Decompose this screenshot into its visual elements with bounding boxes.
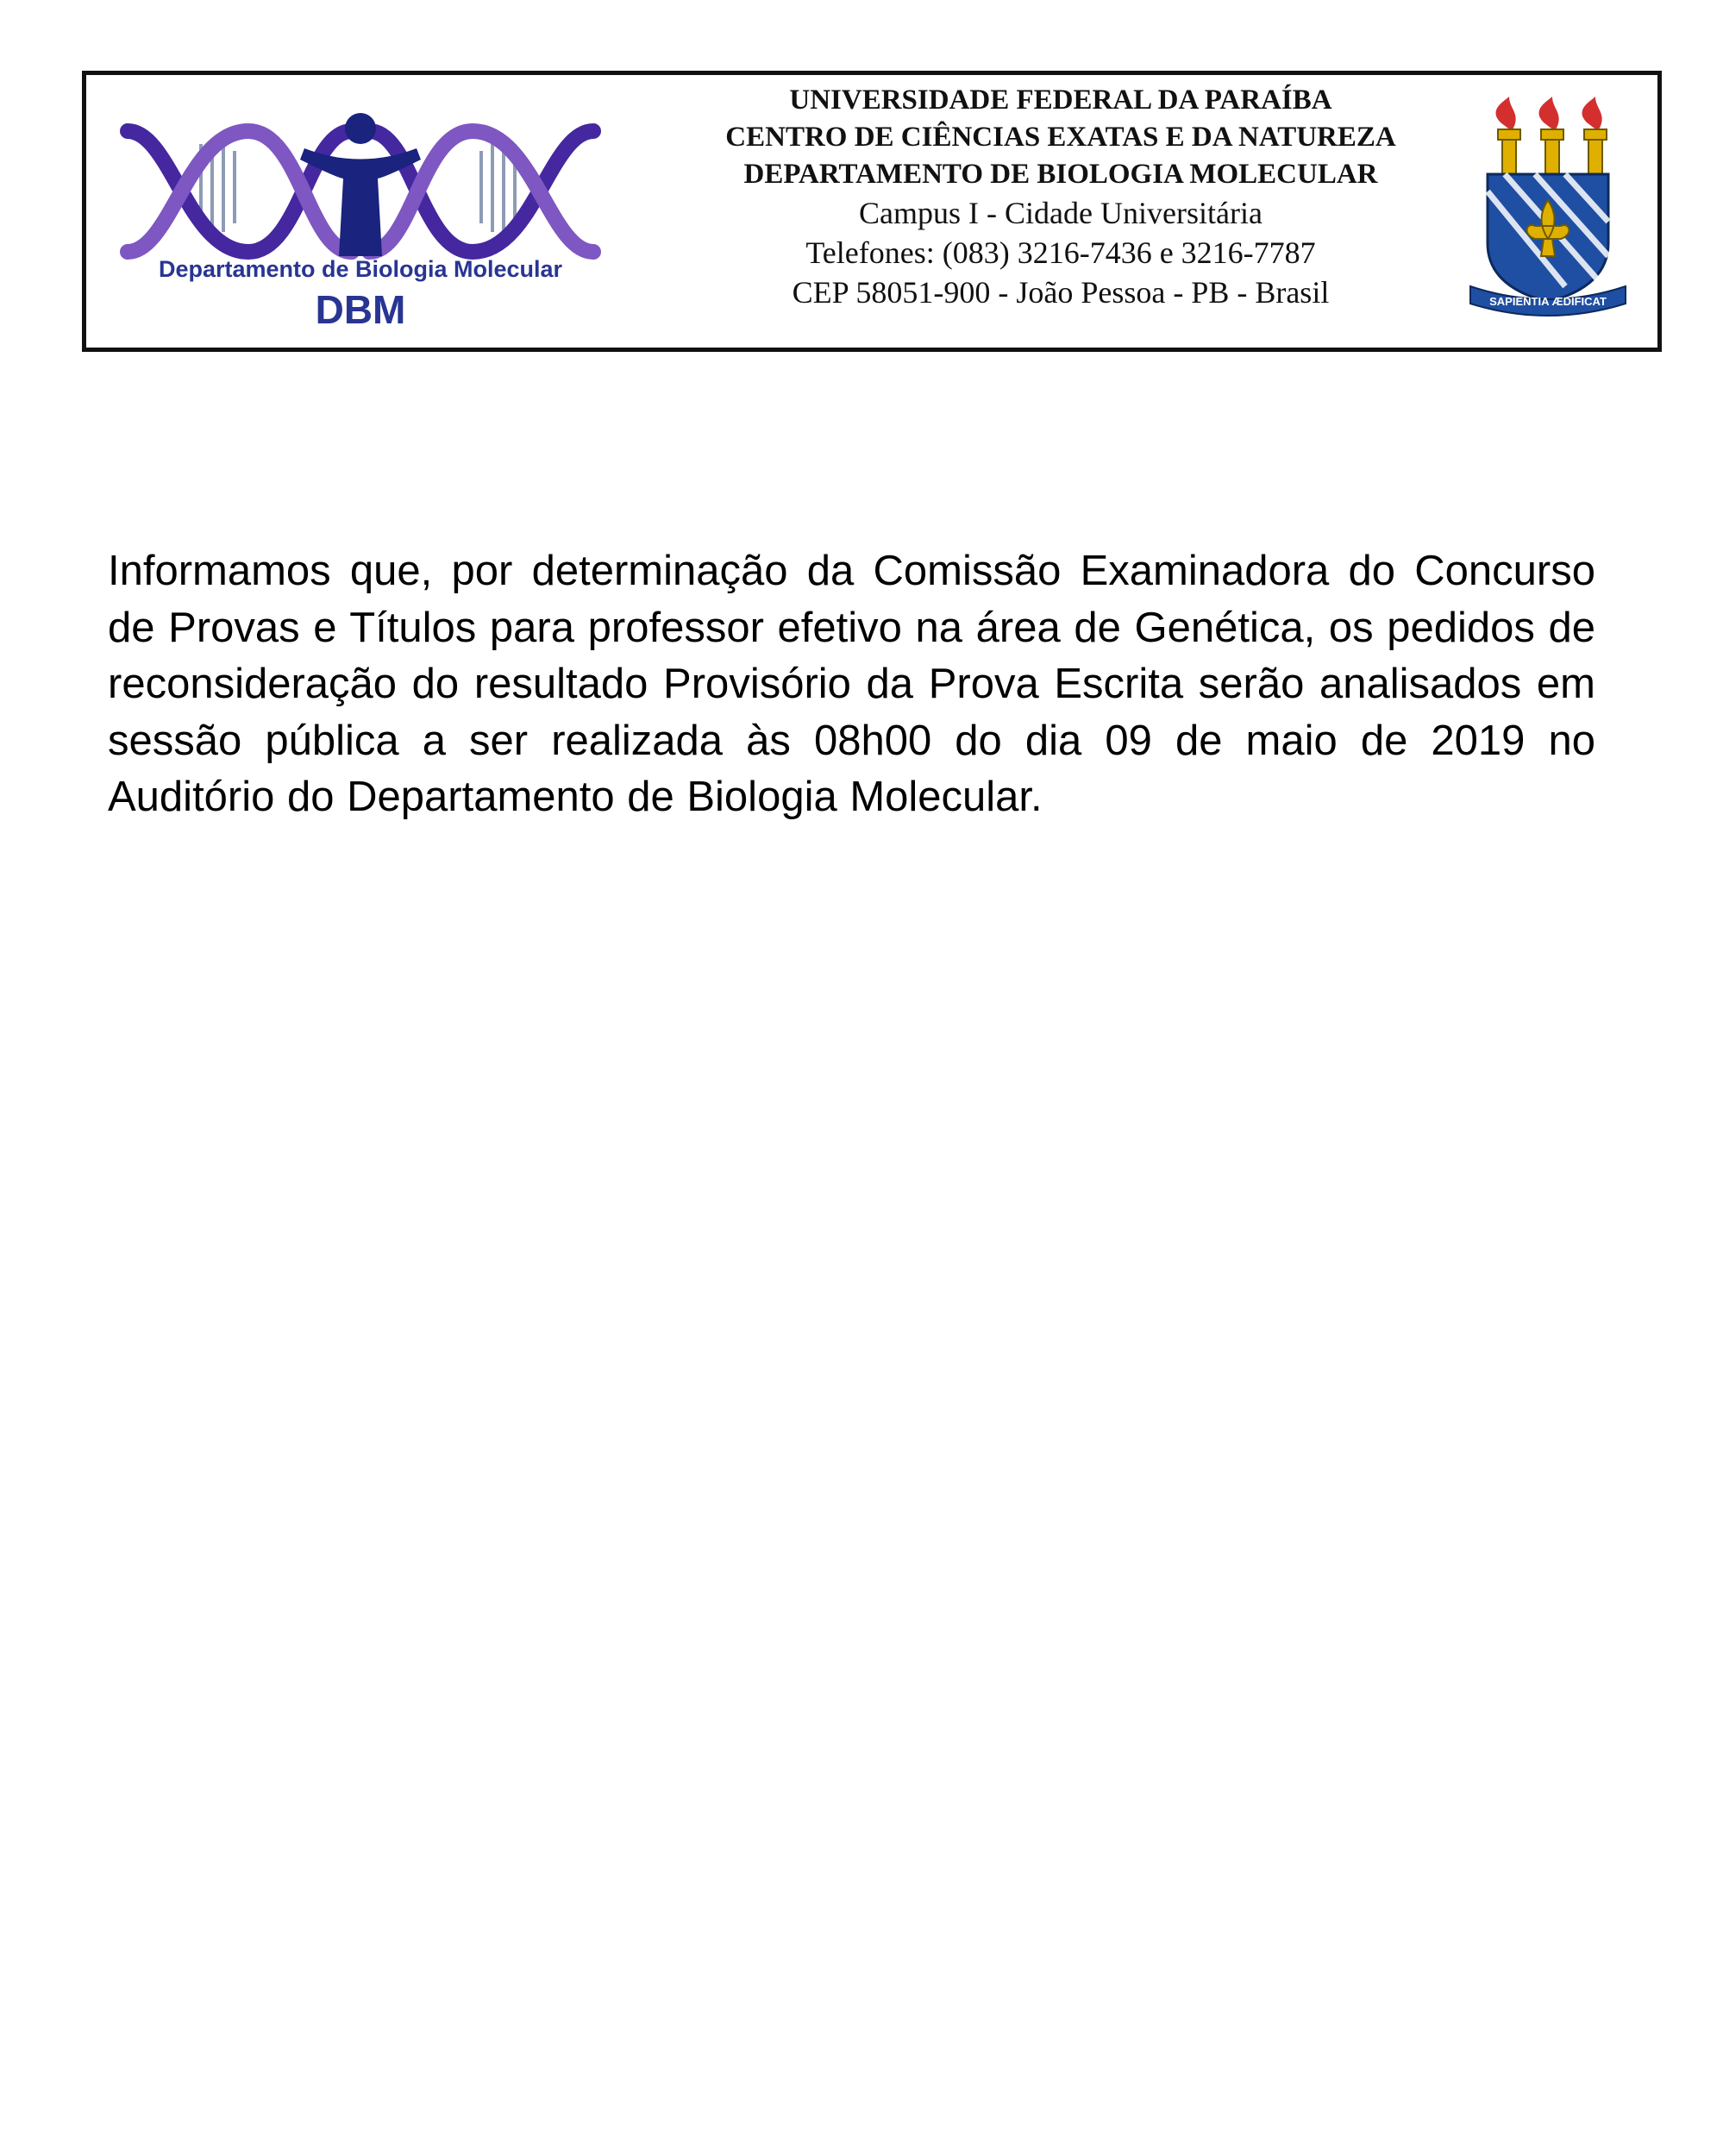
ufpb-crest bbox=[1462, 97, 1634, 321]
dna-helix-person-logo-icon bbox=[119, 110, 602, 273]
center-name: CENTRO DE CIÊNCIAS EXATAS E DA NATUREZA bbox=[725, 122, 1396, 153]
logo-abbreviation: DBM bbox=[315, 287, 406, 332]
department-name: DEPARTAMENTO DE BIOLOGIA MOLECULAR bbox=[743, 159, 1378, 190]
letterhead bbox=[82, 71, 1662, 352]
svg-text:SAPIENTIA ÆDIFICAT: SAPIENTIA ÆDIFICAT bbox=[1489, 295, 1607, 308]
campus-line: Campus I - Cidade Universitária bbox=[859, 196, 1262, 230]
logo-caption: Departamento de Biologia Molecular bbox=[158, 256, 563, 282]
institution-block bbox=[681, 82, 1440, 312]
university-name: UNIVERSIDADE FEDERAL DA PARAÍBA bbox=[789, 85, 1332, 116]
notice-paragraph: Informamos que, por determinação da Comissão Examinadora do Concurso de Provas e Títulos para professor efetivo na área de Genética, os pedidos de reconsideração do resultado Provisório da Prova Escrita serão analisados em sessão pública a ser realizada às 08h00 do dia 09 de maio de 2019 no Auditório do Departamento de Biologia Molecular. bbox=[108, 548, 1595, 820]
phone-line: Telefones: (083) 3216-7436 e 3216-7787 bbox=[805, 235, 1316, 270]
dbm-logo bbox=[119, 110, 602, 334]
ufpb-crest-icon bbox=[1462, 97, 1634, 321]
address-line: CEP 58051-900 - João Pessoa - PB - Brasil bbox=[792, 275, 1330, 310]
